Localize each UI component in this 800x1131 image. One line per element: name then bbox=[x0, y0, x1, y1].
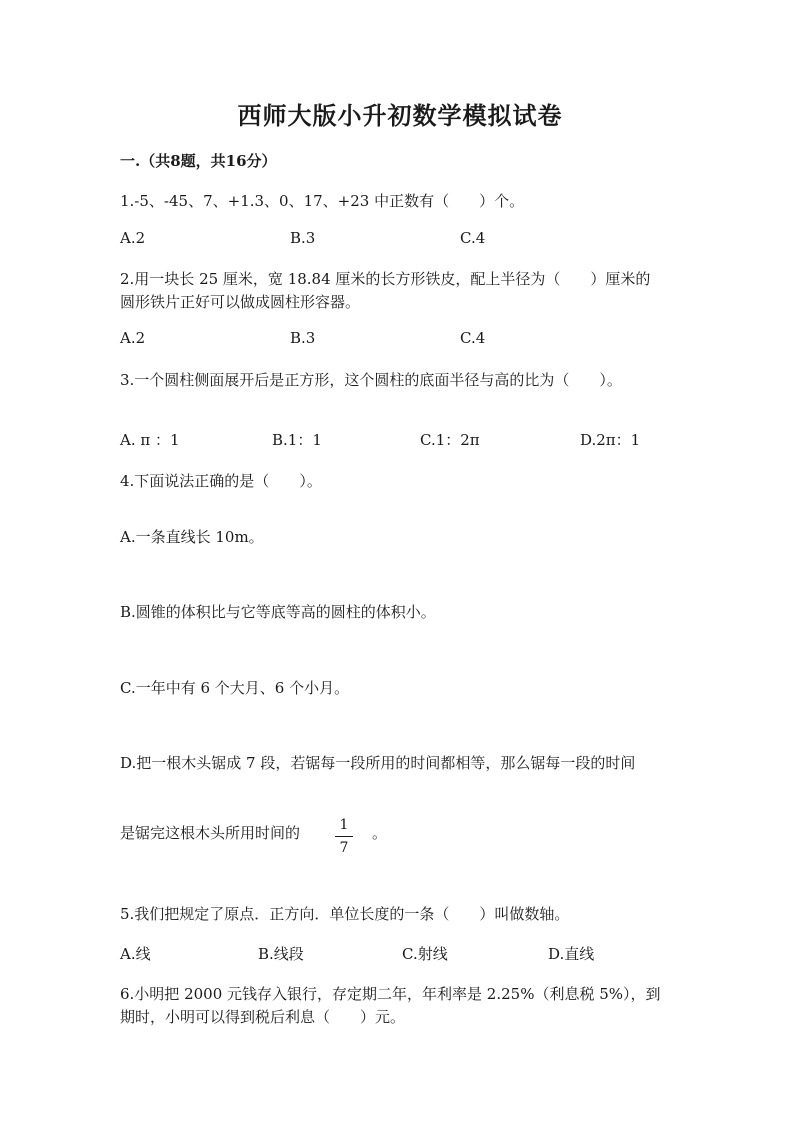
q5-option-b: B.线段 bbox=[258, 945, 304, 963]
section-heading: 一.（共8题，共16分） bbox=[120, 152, 277, 170]
q4-option-a: A.一条直线长 10m。 bbox=[120, 528, 264, 546]
fraction-denominator: 7 bbox=[339, 840, 349, 856]
question-2-line2: 圆形铁片正好可以做成圆柱形容器。 bbox=[120, 293, 361, 311]
q3-option-a: A. π ：1 bbox=[120, 431, 180, 449]
q4-option-d-line1: D.把一根木头锯成 7 段，若锯每一段所用的时间都相等，那么锯每一段的时间 bbox=[120, 754, 636, 772]
q2-option-a: A.2 bbox=[120, 329, 146, 347]
q4-option-c: C.一年中有 6 个大月、6 个小月。 bbox=[120, 679, 350, 697]
q4-option-d-end: 。 bbox=[372, 824, 388, 842]
q1-option-a: A.2 bbox=[120, 229, 146, 247]
fraction-bar bbox=[335, 836, 353, 837]
q4-option-d-line2: 是锯完这根木头所用时间的 bbox=[120, 824, 301, 842]
q3-option-d: D.2π：1 bbox=[580, 431, 641, 449]
q5-option-d: D.直线 bbox=[548, 945, 595, 963]
question-5-text: 5.我们把规定了原点．正方向．单位长度的一条（ ）叫做数轴。 bbox=[120, 905, 570, 923]
question-1-text: 1.-5、-45、7、+1.3、0、17、+23 中正数有（ ）个。 bbox=[120, 192, 525, 210]
q5-option-c: C.射线 bbox=[402, 945, 448, 963]
q3-option-c: C.1：2π bbox=[420, 431, 480, 449]
q1-option-b: B.3 bbox=[290, 229, 316, 247]
fraction-one-seventh bbox=[335, 816, 353, 857]
question-6-line2: 期时，小明可以得到税后利息（ ）元。 bbox=[120, 1008, 406, 1026]
q2-option-c: C.4 bbox=[460, 329, 486, 347]
q5-option-a: A.线 bbox=[120, 945, 151, 963]
q1-option-c: C.4 bbox=[460, 229, 486, 247]
question-4-text: 4.下面说法正确的是（ ）。 bbox=[120, 472, 322, 490]
q4-option-b: B.圆锥的体积比与它等底等高的圆柱的体积小。 bbox=[120, 603, 436, 621]
exam-title: 西师大版小升初数学模拟试卷 bbox=[237, 101, 563, 130]
fraction-numerator: 1 bbox=[339, 817, 349, 833]
question-3-text: 3.一个圆柱侧面展开后是正方形，这个圆柱的底面半径与高的比为（ ）。 bbox=[120, 371, 622, 389]
q2-option-b: B.3 bbox=[290, 329, 316, 347]
question-6-line1: 6.小明把 2000 元钱存入银行，存定期二年，年利率是 2.25%（利息税 5%），到 bbox=[120, 985, 661, 1003]
q3-option-b: B.1：1 bbox=[272, 431, 322, 449]
question-2-line1: 2.用一块长 25 厘米，宽 18.84 厘米的长方形铁皮，配上半径为（ ）厘米的 bbox=[120, 270, 651, 288]
